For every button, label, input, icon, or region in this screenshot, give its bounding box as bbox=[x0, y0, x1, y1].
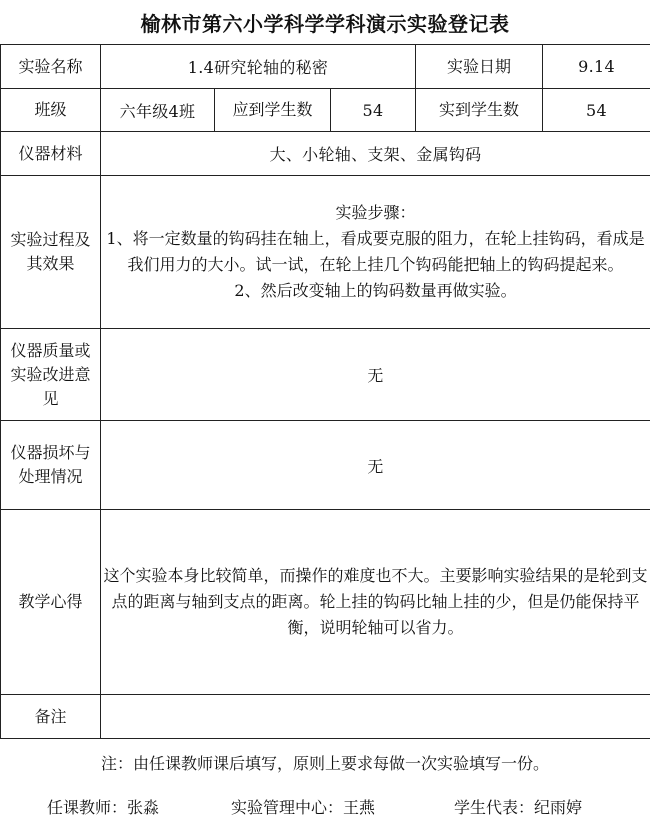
procedure-step-2: 2、然后改变轴上的钩码数量再做实验。 bbox=[234, 281, 517, 300]
teacher-signature: 任课教师：张淼 bbox=[47, 797, 160, 817]
class-value: 六年级4班 bbox=[101, 89, 215, 132]
remarks-label: 备注 bbox=[1, 695, 101, 739]
row-damage bbox=[1, 421, 650, 510]
row-class bbox=[1, 89, 650, 132]
row-experiment-name bbox=[1, 45, 650, 89]
row-procedure bbox=[1, 176, 650, 329]
reflection-label: 教学心得 bbox=[1, 510, 101, 695]
procedure-heading: 实验步骤： bbox=[335, 203, 416, 222]
footnote: 注：由任课教师课后填写，原则上要求每做一次实验填写一份。 bbox=[100, 753, 549, 773]
form-title: 榆林市第六小学科学学科演示实验登记表 bbox=[140, 11, 510, 36]
student-signature: 学生代表：纪雨婷 bbox=[454, 797, 583, 817]
procedure-content bbox=[101, 176, 650, 329]
experiment-name-value: 1.4研究轮轴的秘密 bbox=[101, 45, 416, 89]
reflection-value: 这个实验本身比较简单，而操作的难度也不大。主要影响实验结果的是轮到支点的距离与轴到支点的距离。轮上挂的钩码比轴上挂的少，但是仍能保持平衡，说明轮轴可以省力。 bbox=[101, 510, 650, 695]
materials-value: 大、小轮轴、支架、金属钩码 bbox=[101, 132, 650, 176]
manager-signature: 实验管理中心：王燕 bbox=[231, 797, 376, 817]
remarks-value bbox=[101, 695, 650, 739]
damage-label: 仪器损坏与处理情况 bbox=[1, 421, 101, 510]
actual-students-label: 实到学生数 bbox=[416, 89, 543, 132]
procedure-label: 实验过程及其效果 bbox=[1, 176, 101, 329]
experiment-name-label: 实验名称 bbox=[1, 45, 101, 89]
row-remarks bbox=[1, 695, 650, 739]
class-label: 班级 bbox=[1, 89, 101, 132]
row-reflection bbox=[1, 510, 650, 695]
experiment-date-value: 9.14 bbox=[543, 45, 650, 89]
damage-value: 无 bbox=[101, 421, 650, 510]
row-materials bbox=[1, 132, 650, 176]
expected-students-value: 54 bbox=[331, 89, 416, 132]
registration-table bbox=[0, 44, 650, 739]
row-improvement bbox=[1, 329, 650, 421]
materials-label: 仪器材料 bbox=[1, 132, 101, 176]
improvement-label: 仪器质量或实验改进意见 bbox=[1, 329, 101, 421]
actual-students-value: 54 bbox=[543, 89, 650, 132]
procedure-step-1: 1、将一定数量的钩码挂在轴上，看成要克服的阻力，在轮上挂钩码，看成是我们用力的大小。试一试，在轮上挂几个钩码能把轴上的钩码提起来。 bbox=[106, 229, 645, 274]
improvement-value: 无 bbox=[101, 329, 650, 421]
experiment-date-label: 实验日期 bbox=[416, 45, 543, 89]
signature-line bbox=[0, 786, 650, 826]
expected-students-label: 应到学生数 bbox=[215, 89, 331, 132]
